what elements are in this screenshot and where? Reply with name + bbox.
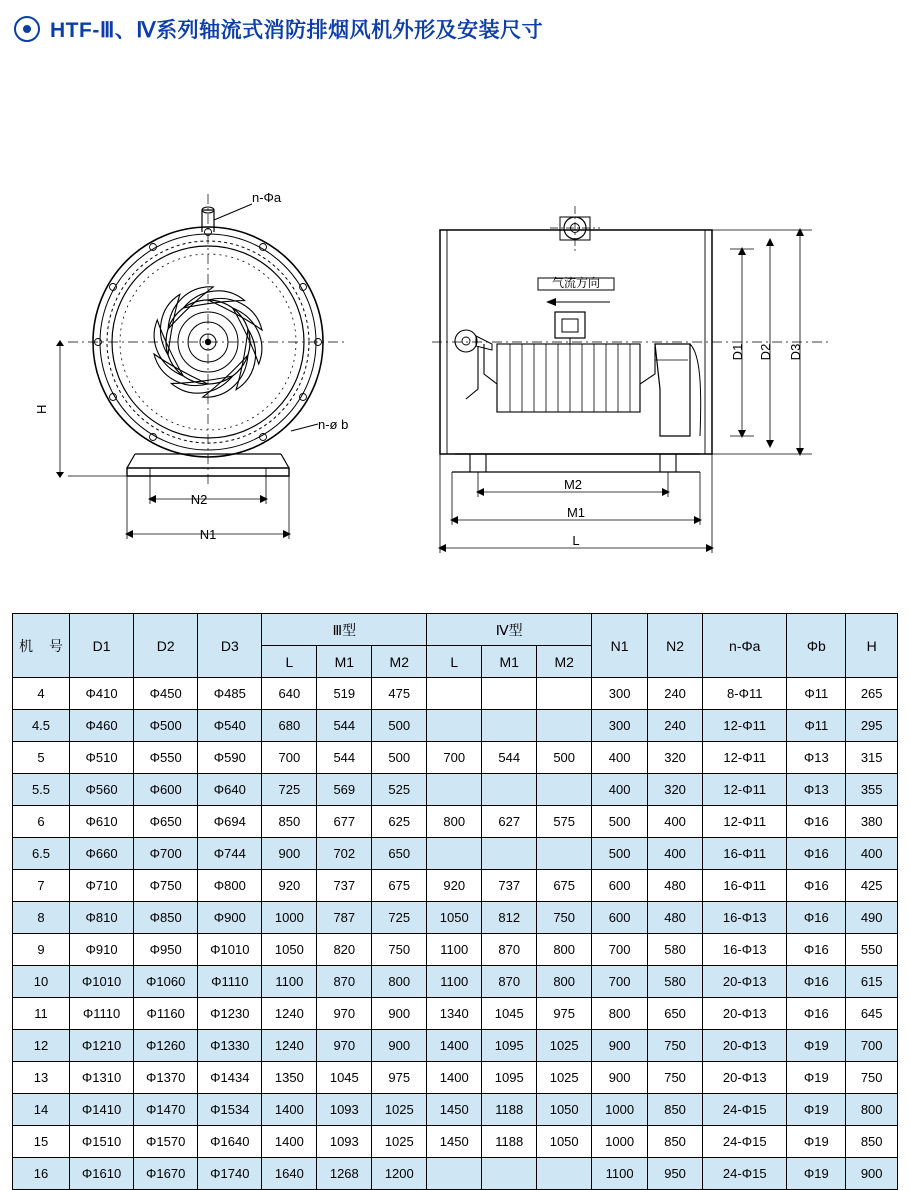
cell-l3: 1640 bbox=[262, 1158, 317, 1190]
cell-h: 425 bbox=[846, 870, 898, 902]
cell-m13: 519 bbox=[317, 678, 372, 710]
cell-m23: 725 bbox=[372, 902, 427, 934]
label-H: H bbox=[34, 404, 49, 414]
cell-d2: Φ650 bbox=[134, 806, 198, 838]
cell-ob: Φ13 bbox=[787, 774, 846, 806]
cell-h: 750 bbox=[846, 1062, 898, 1094]
cell-n1: 700 bbox=[592, 934, 648, 966]
cell-l4: 1400 bbox=[427, 1062, 482, 1094]
table-row bbox=[13, 710, 898, 742]
cell-na: 20-Φ13 bbox=[703, 1062, 787, 1094]
cell-m24: 800 bbox=[537, 966, 592, 998]
cell-m23: 800 bbox=[372, 966, 427, 998]
th-h: H bbox=[846, 614, 898, 678]
table-row bbox=[13, 1030, 898, 1062]
cell-model: 12 bbox=[13, 1030, 70, 1062]
cell-m23: 475 bbox=[372, 678, 427, 710]
cell-d3: Φ1534 bbox=[198, 1094, 262, 1126]
cell-m23: 675 bbox=[372, 870, 427, 902]
cell-m23: 975 bbox=[372, 1062, 427, 1094]
cell-d2: Φ1160 bbox=[134, 998, 198, 1030]
th-d2: D2 bbox=[134, 614, 198, 678]
cell-m13: 970 bbox=[317, 998, 372, 1030]
table-row bbox=[13, 1062, 898, 1094]
cell-ob: Φ19 bbox=[787, 1094, 846, 1126]
cell-n2: 750 bbox=[648, 1062, 703, 1094]
cell-d2: Φ1670 bbox=[134, 1158, 198, 1190]
cell-ob: Φ11 bbox=[787, 678, 846, 710]
cell-m23: 750 bbox=[372, 934, 427, 966]
cell-d2: Φ450 bbox=[134, 678, 198, 710]
cell-n1: 300 bbox=[592, 710, 648, 742]
cell-h: 295 bbox=[846, 710, 898, 742]
cell-na: 24-Φ15 bbox=[703, 1126, 787, 1158]
cell-h: 850 bbox=[846, 1126, 898, 1158]
cell-model: 5 bbox=[13, 742, 70, 774]
cell-m23: 500 bbox=[372, 710, 427, 742]
table-row bbox=[13, 998, 898, 1030]
cell-l3: 725 bbox=[262, 774, 317, 806]
th-n1: N1 bbox=[592, 614, 648, 678]
cell-d3: Φ590 bbox=[198, 742, 262, 774]
cell-d2: Φ1470 bbox=[134, 1094, 198, 1126]
cell-l3: 1100 bbox=[262, 966, 317, 998]
th-type3-m1: M1 bbox=[317, 646, 372, 678]
cell-l3: 1240 bbox=[262, 1030, 317, 1062]
th-type4-m1: M1 bbox=[482, 646, 537, 678]
cell-m14: 737 bbox=[482, 870, 537, 902]
table-row bbox=[13, 742, 898, 774]
cell-h: 615 bbox=[846, 966, 898, 998]
cell-m24: 1025 bbox=[537, 1030, 592, 1062]
cell-d1: Φ510 bbox=[69, 742, 133, 774]
cell-l4 bbox=[427, 1158, 482, 1190]
cell-n1: 700 bbox=[592, 966, 648, 998]
cell-h: 355 bbox=[846, 774, 898, 806]
cell-model: 4 bbox=[13, 678, 70, 710]
cell-l4: 1050 bbox=[427, 902, 482, 934]
cell-m24: 1050 bbox=[537, 1094, 592, 1126]
cell-m14: 1095 bbox=[482, 1062, 537, 1094]
cell-m13: 544 bbox=[317, 710, 372, 742]
cell-l4: 1340 bbox=[427, 998, 482, 1030]
cell-l4 bbox=[427, 678, 482, 710]
cell-h: 645 bbox=[846, 998, 898, 1030]
cell-ob: Φ11 bbox=[787, 710, 846, 742]
label-n-phi-b: n-ø b bbox=[318, 417, 349, 432]
cell-m14: 870 bbox=[482, 966, 537, 998]
cell-d1: Φ1310 bbox=[69, 1062, 133, 1094]
cell-model: 16 bbox=[13, 1158, 70, 1190]
cell-h: 550 bbox=[846, 934, 898, 966]
cell-l3: 920 bbox=[262, 870, 317, 902]
cell-l4 bbox=[427, 838, 482, 870]
cell-d1: Φ810 bbox=[69, 902, 133, 934]
cell-l4: 1450 bbox=[427, 1126, 482, 1158]
cell-na: 16-Φ11 bbox=[703, 870, 787, 902]
cell-model: 7 bbox=[13, 870, 70, 902]
cell-d3: Φ1640 bbox=[198, 1126, 262, 1158]
table-row bbox=[13, 838, 898, 870]
cell-m24: 1025 bbox=[537, 1062, 592, 1094]
table-row bbox=[13, 1158, 898, 1190]
cell-d3: Φ1330 bbox=[198, 1030, 262, 1062]
cell-ob: Φ16 bbox=[787, 870, 846, 902]
cell-l3: 1050 bbox=[262, 934, 317, 966]
cell-model: 14 bbox=[13, 1094, 70, 1126]
cell-m23: 500 bbox=[372, 742, 427, 774]
cell-n2: 400 bbox=[648, 838, 703, 870]
cell-d1: Φ1210 bbox=[69, 1030, 133, 1062]
cell-model: 6 bbox=[13, 806, 70, 838]
cell-m14 bbox=[482, 678, 537, 710]
cell-n1: 500 bbox=[592, 838, 648, 870]
cell-n1: 1000 bbox=[592, 1126, 648, 1158]
cell-d1: Φ610 bbox=[69, 806, 133, 838]
cell-l3: 850 bbox=[262, 806, 317, 838]
cell-na: 24-Φ15 bbox=[703, 1158, 787, 1190]
cell-m13: 737 bbox=[317, 870, 372, 902]
cell-n1: 800 bbox=[592, 998, 648, 1030]
cell-n2: 320 bbox=[648, 742, 703, 774]
cell-n2: 580 bbox=[648, 934, 703, 966]
label-airflow: 气流方向 bbox=[551, 276, 601, 290]
cell-l4 bbox=[427, 774, 482, 806]
cell-d3: Φ540 bbox=[198, 710, 262, 742]
cell-h: 315 bbox=[846, 742, 898, 774]
cell-n1: 300 bbox=[592, 678, 648, 710]
cell-n2: 580 bbox=[648, 966, 703, 998]
table-row bbox=[13, 678, 898, 710]
cell-m14: 1188 bbox=[482, 1126, 537, 1158]
cell-na: 8-Φ11 bbox=[703, 678, 787, 710]
th-type3: Ⅲ型 bbox=[262, 614, 427, 646]
cell-m24 bbox=[537, 774, 592, 806]
cell-d3: Φ1740 bbox=[198, 1158, 262, 1190]
cell-ob: Φ16 bbox=[787, 806, 846, 838]
label-D3: D3 bbox=[788, 343, 803, 361]
cell-m13: 1093 bbox=[317, 1094, 372, 1126]
cell-d3: Φ744 bbox=[198, 838, 262, 870]
cell-m13: 569 bbox=[317, 774, 372, 806]
cell-n1: 900 bbox=[592, 1030, 648, 1062]
cell-d1: Φ1010 bbox=[69, 966, 133, 998]
cell-h: 490 bbox=[846, 902, 898, 934]
table-header-row-1 bbox=[13, 614, 898, 646]
target-icon bbox=[14, 16, 40, 42]
cell-model: 13 bbox=[13, 1062, 70, 1094]
th-n2: N2 bbox=[648, 614, 703, 678]
cell-m14: 870 bbox=[482, 934, 537, 966]
table-head bbox=[13, 614, 898, 678]
cell-l3: 680 bbox=[262, 710, 317, 742]
cell-na: 12-Φ11 bbox=[703, 774, 787, 806]
cell-m24: 975 bbox=[537, 998, 592, 1030]
cell-l4: 800 bbox=[427, 806, 482, 838]
cell-na: 20-Φ13 bbox=[703, 1030, 787, 1062]
cell-m14: 1188 bbox=[482, 1094, 537, 1126]
cell-d2: Φ1060 bbox=[134, 966, 198, 998]
cell-ob: Φ19 bbox=[787, 1158, 846, 1190]
cell-ob: Φ16 bbox=[787, 838, 846, 870]
cell-model: 11 bbox=[13, 998, 70, 1030]
cell-n2: 320 bbox=[648, 774, 703, 806]
cell-ob: Φ16 bbox=[787, 998, 846, 1030]
label-n-phi-a: n-Φa bbox=[252, 190, 282, 205]
cell-d2: Φ1260 bbox=[134, 1030, 198, 1062]
cell-m14 bbox=[482, 1158, 537, 1190]
table-row bbox=[13, 870, 898, 902]
cell-l3: 1400 bbox=[262, 1094, 317, 1126]
cell-d1: Φ460 bbox=[69, 710, 133, 742]
cell-ob: Φ19 bbox=[787, 1030, 846, 1062]
cell-n2: 480 bbox=[648, 870, 703, 902]
cell-m23: 1200 bbox=[372, 1158, 427, 1190]
cell-m23: 525 bbox=[372, 774, 427, 806]
cell-na: 12-Φ11 bbox=[703, 710, 787, 742]
th-type3-m2: M2 bbox=[372, 646, 427, 678]
cell-d1: Φ1510 bbox=[69, 1126, 133, 1158]
cell-d3: Φ694 bbox=[198, 806, 262, 838]
cell-h: 380 bbox=[846, 806, 898, 838]
cell-n2: 240 bbox=[648, 678, 703, 710]
cell-l3: 1350 bbox=[262, 1062, 317, 1094]
cell-m14 bbox=[482, 710, 537, 742]
cell-d1: Φ1410 bbox=[69, 1094, 133, 1126]
cell-d2: Φ1570 bbox=[134, 1126, 198, 1158]
cell-l4: 920 bbox=[427, 870, 482, 902]
cell-model: 6.5 bbox=[13, 838, 70, 870]
cell-d3: Φ1434 bbox=[198, 1062, 262, 1094]
cell-d2: Φ750 bbox=[134, 870, 198, 902]
cell-n2: 850 bbox=[648, 1126, 703, 1158]
cell-m24 bbox=[537, 1158, 592, 1190]
label-D1: D1 bbox=[730, 343, 745, 361]
cell-na: 24-Φ15 bbox=[703, 1094, 787, 1126]
cell-m24: 575 bbox=[537, 806, 592, 838]
cell-d1: Φ710 bbox=[69, 870, 133, 902]
cell-l3: 900 bbox=[262, 838, 317, 870]
table-row bbox=[13, 934, 898, 966]
cell-model: 10 bbox=[13, 966, 70, 998]
cell-n1: 600 bbox=[592, 902, 648, 934]
cell-model: 5.5 bbox=[13, 774, 70, 806]
cell-n2: 950 bbox=[648, 1158, 703, 1190]
spec-table bbox=[12, 613, 898, 1190]
page-title: HTF-Ⅲ、Ⅳ系列轴流式消防排烟风机外形及安装尺寸 bbox=[50, 19, 544, 42]
cell-n2: 400 bbox=[648, 806, 703, 838]
cell-n1: 900 bbox=[592, 1062, 648, 1094]
label-N2: N2 bbox=[190, 492, 208, 507]
cell-m23: 900 bbox=[372, 998, 427, 1030]
cell-na: 12-Φ11 bbox=[703, 806, 787, 838]
cell-m24 bbox=[537, 838, 592, 870]
cell-l4: 700 bbox=[427, 742, 482, 774]
cell-h: 265 bbox=[846, 678, 898, 710]
cell-m14: 627 bbox=[482, 806, 537, 838]
table-row bbox=[13, 1094, 898, 1126]
table-row bbox=[13, 1126, 898, 1158]
cell-d1: Φ1610 bbox=[69, 1158, 133, 1190]
cell-m23: 900 bbox=[372, 1030, 427, 1062]
cell-na: 20-Φ13 bbox=[703, 966, 787, 998]
cell-d3: Φ1110 bbox=[198, 966, 262, 998]
cell-d3: Φ640 bbox=[198, 774, 262, 806]
cell-d2: Φ600 bbox=[134, 774, 198, 806]
cell-d2: Φ950 bbox=[134, 934, 198, 966]
label-N1: N1 bbox=[199, 527, 217, 542]
table-row bbox=[13, 806, 898, 838]
cell-l4: 1400 bbox=[427, 1030, 482, 1062]
th-phi-b: Φb bbox=[787, 614, 846, 678]
cell-m14: 1095 bbox=[482, 1030, 537, 1062]
th-n-phi-a: n-Φa bbox=[703, 614, 787, 678]
cell-n2: 240 bbox=[648, 710, 703, 742]
cell-n1: 1000 bbox=[592, 1094, 648, 1126]
cell-m13: 677 bbox=[317, 806, 372, 838]
cell-na: 12-Φ11 bbox=[703, 742, 787, 774]
cell-model: 9 bbox=[13, 934, 70, 966]
cell-na: 20-Φ13 bbox=[703, 998, 787, 1030]
cell-m24 bbox=[537, 710, 592, 742]
cell-d2: Φ1370 bbox=[134, 1062, 198, 1094]
cell-model: 4.5 bbox=[13, 710, 70, 742]
th-type4-l: L bbox=[427, 646, 482, 678]
cell-d3: Φ900 bbox=[198, 902, 262, 934]
cell-m23: 650 bbox=[372, 838, 427, 870]
th-type4: Ⅳ型 bbox=[427, 614, 592, 646]
cell-l4 bbox=[427, 710, 482, 742]
cell-l3: 700 bbox=[262, 742, 317, 774]
cell-d2: Φ500 bbox=[134, 710, 198, 742]
cell-m14: 544 bbox=[482, 742, 537, 774]
cell-m13: 870 bbox=[317, 966, 372, 998]
cell-n1: 400 bbox=[592, 774, 648, 806]
th-d3: D3 bbox=[198, 614, 262, 678]
th-type3-l: L bbox=[262, 646, 317, 678]
cell-m24: 1050 bbox=[537, 1126, 592, 1158]
cell-d2: Φ850 bbox=[134, 902, 198, 934]
cell-m13: 1045 bbox=[317, 1062, 372, 1094]
cell-m23: 1025 bbox=[372, 1094, 427, 1126]
th-model: 机 号 bbox=[13, 614, 70, 678]
cell-na: 16-Φ13 bbox=[703, 934, 787, 966]
cell-l4: 1100 bbox=[427, 934, 482, 966]
cell-d1: Φ660 bbox=[69, 838, 133, 870]
cell-d2: Φ700 bbox=[134, 838, 198, 870]
cell-l3: 640 bbox=[262, 678, 317, 710]
cell-l3: 1400 bbox=[262, 1126, 317, 1158]
cell-m13: 970 bbox=[317, 1030, 372, 1062]
cell-h: 700 bbox=[846, 1030, 898, 1062]
cell-m24: 500 bbox=[537, 742, 592, 774]
label-M2: M2 bbox=[563, 477, 583, 492]
cell-m14 bbox=[482, 774, 537, 806]
cell-m14: 1045 bbox=[482, 998, 537, 1030]
cell-ob: Φ16 bbox=[787, 966, 846, 998]
cell-d3: Φ1010 bbox=[198, 934, 262, 966]
table-row bbox=[13, 966, 898, 998]
cell-m13: 702 bbox=[317, 838, 372, 870]
cell-d3: Φ485 bbox=[198, 678, 262, 710]
cell-m13: 1268 bbox=[317, 1158, 372, 1190]
cell-m13: 820 bbox=[317, 934, 372, 966]
cell-na: 16-Φ11 bbox=[703, 838, 787, 870]
label-L: L bbox=[572, 533, 580, 548]
cell-n2: 650 bbox=[648, 998, 703, 1030]
cell-h: 900 bbox=[846, 1158, 898, 1190]
cell-m13: 787 bbox=[317, 902, 372, 934]
th-type4-m2: M2 bbox=[537, 646, 592, 678]
cell-ob: Φ13 bbox=[787, 742, 846, 774]
cell-n1: 600 bbox=[592, 870, 648, 902]
cell-n1: 400 bbox=[592, 742, 648, 774]
cell-m23: 625 bbox=[372, 806, 427, 838]
spec-table-container bbox=[12, 613, 898, 1190]
label-D2: D2 bbox=[758, 343, 773, 361]
cell-d1: Φ560 bbox=[69, 774, 133, 806]
cell-m13: 544 bbox=[317, 742, 372, 774]
table-row bbox=[13, 902, 898, 934]
cell-m14: 812 bbox=[482, 902, 537, 934]
cell-model: 15 bbox=[13, 1126, 70, 1158]
cell-h: 400 bbox=[846, 838, 898, 870]
table-row bbox=[13, 774, 898, 806]
cell-ob: Φ19 bbox=[787, 1126, 846, 1158]
cell-ob: Φ19 bbox=[787, 1062, 846, 1094]
cell-ob: Φ16 bbox=[787, 902, 846, 934]
cell-h: 800 bbox=[846, 1094, 898, 1126]
cell-l3: 1000 bbox=[262, 902, 317, 934]
cell-d2: Φ550 bbox=[134, 742, 198, 774]
cell-model: 8 bbox=[13, 902, 70, 934]
cell-n2: 480 bbox=[648, 902, 703, 934]
label-M1: M1 bbox=[566, 505, 586, 520]
cell-d1: Φ410 bbox=[69, 678, 133, 710]
cell-d1: Φ1110 bbox=[69, 998, 133, 1030]
cell-na: 16-Φ13 bbox=[703, 902, 787, 934]
cell-n2: 750 bbox=[648, 1030, 703, 1062]
cell-d3: Φ800 bbox=[198, 870, 262, 902]
cell-m14 bbox=[482, 838, 537, 870]
cell-m23: 1025 bbox=[372, 1126, 427, 1158]
cell-l3: 1240 bbox=[262, 998, 317, 1030]
cell-l4: 1450 bbox=[427, 1094, 482, 1126]
cell-n1: 500 bbox=[592, 806, 648, 838]
cell-m24 bbox=[537, 678, 592, 710]
cell-n1: 1100 bbox=[592, 1158, 648, 1190]
cell-l4: 1100 bbox=[427, 966, 482, 998]
cell-m13: 1093 bbox=[317, 1126, 372, 1158]
cell-m24: 675 bbox=[537, 870, 592, 902]
th-d1: D1 bbox=[69, 614, 133, 678]
cell-m24: 750 bbox=[537, 902, 592, 934]
table-body bbox=[13, 678, 898, 1190]
cell-d3: Φ1230 bbox=[198, 998, 262, 1030]
cell-ob: Φ16 bbox=[787, 934, 846, 966]
cell-d1: Φ910 bbox=[69, 934, 133, 966]
cell-n2: 850 bbox=[648, 1094, 703, 1126]
cell-m24: 800 bbox=[537, 934, 592, 966]
technical-drawing bbox=[0, 44, 910, 574]
page-header bbox=[0, 0, 910, 44]
